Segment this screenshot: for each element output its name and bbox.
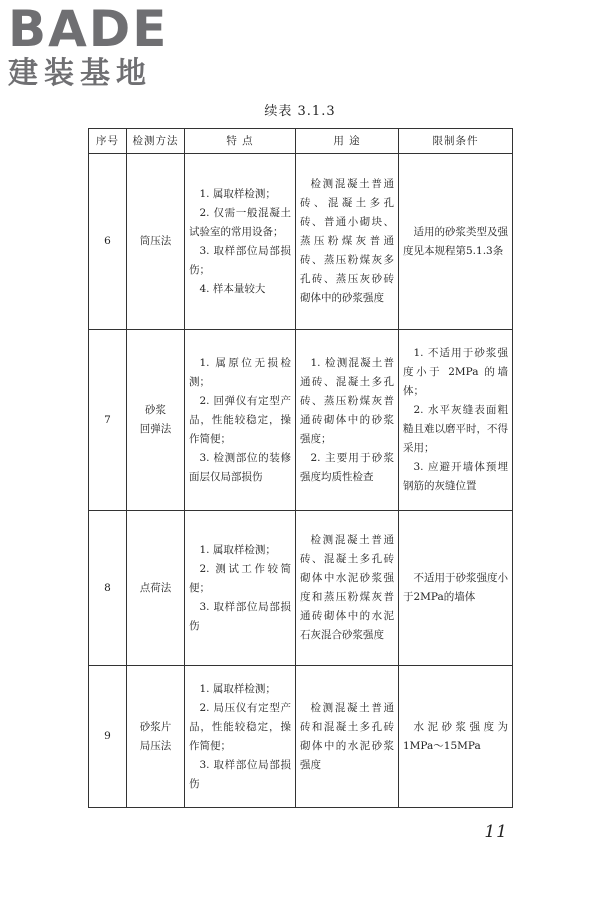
table-header-row (89, 129, 513, 154)
bade-logo (8, 0, 183, 99)
features-cell (185, 154, 296, 330)
limits-cell (399, 154, 513, 330)
header-no: 序号 (89, 129, 127, 154)
method-cell-line: 砂浆 (145, 404, 166, 416)
table-row (89, 511, 513, 666)
table-row (89, 154, 513, 330)
method-cell (127, 154, 185, 330)
limits-cell (399, 666, 513, 808)
features-cell-line: 1. 属取样检测； (199, 682, 276, 695)
method-cell-line: 局压法 (139, 739, 172, 752)
table-row (89, 666, 513, 808)
features-cell-line: 2. 局压仪有定型产品，性能较稳定，操作简便； (189, 701, 291, 752)
row-number: 6 (89, 154, 127, 330)
uses-cell (296, 154, 399, 330)
row-number: 9 (89, 666, 127, 808)
uses-cell (296, 666, 399, 808)
row-number: 7 (89, 330, 127, 511)
method-cell (127, 330, 185, 511)
uses-cell-line: 检测混凝土普通砖和混凝土多孔砖砌体中的水泥砂浆强度 (300, 701, 394, 771)
limits-cell-line: 3. 应避开墙体预埋钢筋的灰缝位置 (403, 461, 508, 492)
features-cell-line: 4. 样本量较大 (199, 282, 266, 295)
method-cell-line: 砂浆片 (139, 720, 172, 733)
method-cell (127, 511, 185, 666)
features-cell-line: 3. 取样部位局部损伤 (189, 758, 291, 790)
limits-cell-line: 1. 不适用于砂浆强度小于 2MPa 的墙体； (403, 347, 508, 397)
features-cell (185, 330, 296, 511)
table-row (89, 330, 513, 511)
features-cell-line: 3. 取样部位局部损伤 (189, 600, 291, 632)
logo-wordmark (8, 0, 183, 58)
features-cell-line: 1. 属取样检测； (199, 187, 276, 200)
features-cell (185, 511, 296, 666)
method-cell-line: 点荷法 (139, 581, 172, 594)
uses-cell-line: 检测混凝土普通砖、混凝土多孔砖砌体中水泥砂浆强度和蒸压粉煤灰普通砖砌体中的水泥石灰混合砂浆强度 (300, 534, 394, 641)
features-cell-line: 3. 取样部位局部损伤； (189, 244, 291, 276)
uses-cell (296, 511, 399, 666)
uses-cell (296, 330, 399, 511)
page-number: 11 (484, 822, 508, 842)
features-cell-line: 3. 检测部位的装修面层仅局部损伤 (189, 451, 291, 483)
uses-cell-line: 1. 检测混凝土普通砖、混凝土多孔砖、蒸压粉煤灰普通砖砌体中的砂浆强度； (300, 356, 394, 445)
method-cell (127, 666, 185, 808)
detection-methods-table (88, 128, 513, 808)
limits-cell (399, 330, 513, 511)
features-cell-line: 1. 属原位无损检测； (189, 356, 291, 388)
row-number: 8 (89, 511, 127, 666)
header-uses: 用 途 (296, 129, 399, 154)
features-cell (185, 666, 296, 808)
table-caption: 续表 3.1.3 (264, 104, 336, 119)
logo-en-text: BADE (8, 0, 169, 58)
method-cell-line: 回弹法 (139, 423, 172, 435)
limits-cell-line: 2. 水平灰缝表面粗糙且难以磨平时，不得采用； (403, 404, 508, 454)
features-cell-line: 2. 测试工作较简便； (189, 562, 291, 594)
limits-cell (399, 511, 513, 666)
header-method: 检测方法 (127, 129, 185, 154)
limits-cell-line: 不适用于砂浆强度小于2MPa的墙体 (403, 572, 508, 603)
header-features: 特 点 (185, 129, 296, 154)
features-cell-line: 2. 回弹仪有定型产品，性能较稳定，操作简便； (189, 394, 291, 445)
method-cell-line: 筒压法 (139, 235, 172, 247)
limits-cell-line: 适用的砂浆类型及强度见本规程第5.1.3条 (403, 225, 508, 257)
uses-cell-line: 检测混凝土普通砖、混凝土多孔砖、普通小砌块、蒸压粉煤灰普通砖、蒸压粉煤灰多孔砖、蒸压灰砂砖砌体中的砂浆强度 (300, 178, 394, 304)
logo-cn-text: 建装基地 (8, 56, 152, 91)
uses-cell-line: 2. 主要用于砂浆强度均质性检查 (300, 451, 394, 483)
features-cell-line: 2. 仅需一般混凝土试验室的常用设备； (189, 206, 291, 238)
header-limits: 限制条件 (399, 129, 513, 154)
features-cell-line: 1. 属取样检测； (199, 543, 276, 556)
limits-cell-line: 水泥砂浆强度为 1MPa～15MPa (403, 720, 508, 752)
